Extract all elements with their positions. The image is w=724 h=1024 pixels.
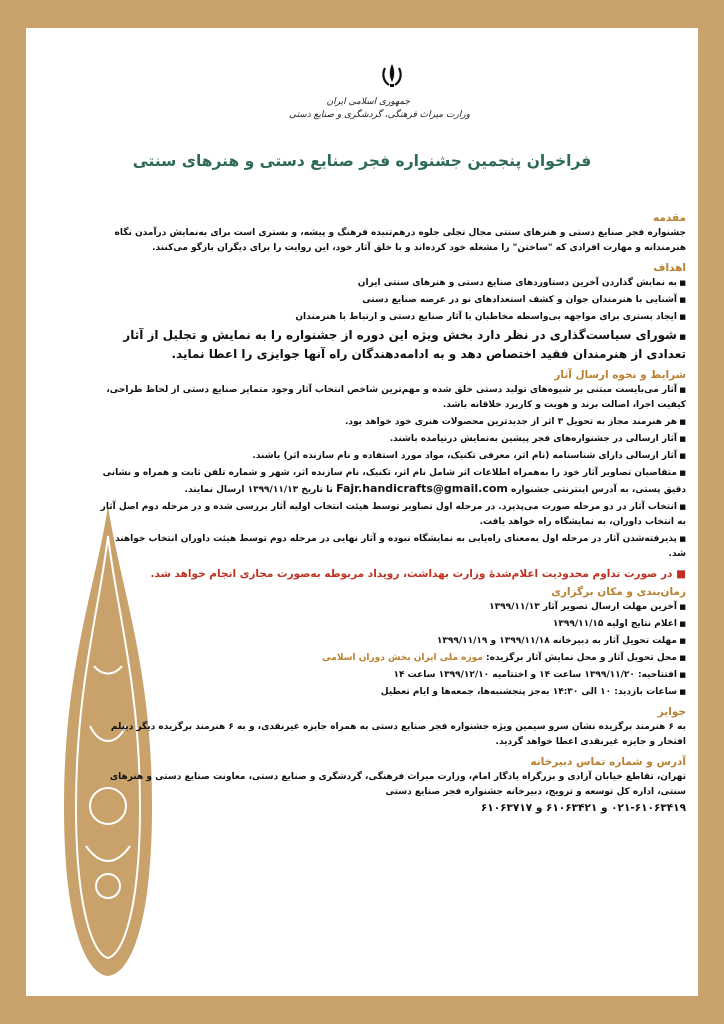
- org-line-2: وزارت میراث فرهنگی، گردشگری و صنایع دستی: [288, 110, 470, 120]
- main-content: [95, 206, 686, 816]
- prize-heading: جوایز: [657, 706, 686, 718]
- condition-item: ■ آثار ارسالی دارای شناسنامه (نام اثر، معرفی تکنیک، مواد مورد استفاده و نام سازنده اثر) باشند.: [95, 449, 686, 464]
- page-title: فراخوان پنجمین جشنواره فجر صنایع دستی و هنرهای سنتی: [132, 152, 592, 170]
- venue-value: موزه ملی ایران بخش دوران اسلامی: [322, 653, 483, 663]
- submission-instructions: [95, 466, 686, 498]
- condition-item: ■ آثار ارسالی در جشنواره‌های فجر پیشین به‌نمایش درنیامده باشند.: [95, 432, 686, 447]
- contact-address: تهران، تقاطع خیابان آزادی و بزرگراه یادگار امام، وزارت میراث فرهنگی، گردشگری و صنایع دستی، معاونت صنایع دستی و هنرهای سنتی، اداره کل توسعه و ترویج، دبیرخانه جشنواره فجر صنایع دستی: [109, 772, 686, 797]
- org-line-1: جمهوری اسلامی ایران: [326, 97, 410, 107]
- conditions-heading: شرایط و نحوه ارسال آثار: [554, 369, 686, 381]
- goal-item: ■ ایجاد بستری برای مواجهه بی‌واسطه مخاطبان با آثار صنایع دستی و ارتباط با هنرمندان: [95, 310, 686, 325]
- intro-heading: مقدمه: [653, 212, 686, 224]
- schedule-item: ■ ساعات بازدید: ۱۰ الی ۱۴:۳۰ به‌جز پنجشنبه‌ها، جمعه‌ها و ایام تعطیل: [95, 685, 686, 700]
- condition-item: ■ پذیرفته‌شدن آثار در مرحله اول به‌معنای راه‌یابی به نمایشگاه نبوده و آثار نهایی در مرحله دوم توسط هیئت داوران انتخاب خواهند شد.: [95, 532, 686, 562]
- venue-label: محل تحویل آثار و محل نمایش آثار برگزیده:: [486, 653, 677, 663]
- organization-name: [288, 96, 470, 122]
- condition-item: ■ انتخاب آثار در دو مرحله صورت می‌پذیرد. در مرحله اول تصاویر توسط هیئت انتخاب اولیه آثار بررسی شده و در مرحله دوم اصل آثار به انتخاب داوران، به نمایشگاه راه خواهد یافت.: [95, 500, 686, 530]
- festival-email-link[interactable]: Fajr.handicrafts@gmail.com: [336, 482, 508, 495]
- iran-emblem-icon: [380, 62, 404, 88]
- condition-item: ■ هر هنرمند مجاز به تحویل ۳ اثر از جدیدترین محصولات هنری خود خواهد بود.: [95, 415, 686, 430]
- contact-phones: ۰۲۱-۶۱۰۶۳۴۱۹ و ۶۱۰۶۳۴۲۱ و ۶۱۰۶۳۷۱۷: [480, 802, 686, 814]
- condition-item: ■ آثار می‌بایست مبتنی بر شیوه‌های تولید دستی خلق شده و مهم‌ترین شاخص انتخاب آثار وجود متمایز صنایع دستی از لحاظ طراحی، کیفیت اجرا، اصالت برند و هویت و کاربرد خلاقانه باشد.: [95, 383, 686, 413]
- submission-text-1: متقاضیان تصاویر آثار خود را به‌همراه اطلاعات اثر شامل نام اثر، تکنیک، نام سازنده اثر، شهر و شماره تلفن ثابت و همراه و نشانی دقیق پستی، به آدرس اینترنتی جشنواره: [102, 468, 686, 495]
- goals-heading: اهداف: [653, 262, 686, 274]
- submission-text-2: تا تاریخ ۱۳۹۹/۱۱/۱۳ ارسال نمایند.: [184, 485, 333, 495]
- goal-item: ■ به نمایش گذاردن آخرین دستاوردهای صنایع دستی و هنرهای سنتی ایران: [95, 276, 686, 291]
- schedule-item: ■ مهلت تحویل آثار به دبیرخانه ۱۳۹۹/۱۱/۱۸ و ۱۳۹۹/۱۱/۱۹: [95, 634, 686, 649]
- goal-item: ■ آشنایی با هنرمندان جوان و کشف استعدادهای نو در عرصه صنایع دستی: [95, 293, 686, 308]
- venue-item: [95, 651, 686, 666]
- schedule-item: ■ اعلام نتایج اولیه ۱۳۹۹/۱۱/۱۵: [95, 617, 686, 632]
- schedule-item: ■ افتتاحیه: ۱۳۹۹/۱۱/۲۰ ساعت ۱۴ و اختتامیه ۱۳۹۹/۱۲/۱۰ ساعت ۱۴: [95, 668, 686, 683]
- contact-heading: آدرس و شماره تماس دبیرخانه: [530, 756, 686, 768]
- notice-text-body: در صورت تداوم محدودیت اعلام‌شدهٔ وزارت بهداشت، رویداد مربوطه به‌صورت مجازی انجام خواهد شد.: [150, 568, 673, 580]
- prize-text: به ۶ هنرمند برگزیده نشان سرو سیمین ویژه جشنواره فجر صنایع دستی به همراه جایزه غیرنقدی، و به ۶ هنرمند برگزیده دیگر دیپلم افتخار و جایزه غیرنقدی اعطا خواهد گردید.: [110, 722, 686, 747]
- policy-statement: ■ شورای سیاست‌گذاری در نظر دارد بخش ویژه این دوره از جشنواره را به نمایش و تجلیل از آثار تعدادی از هنرمندان فقید اختصاص دهد و به ادامه‌دهندگان راه آنها جوایزی را اعطا نماید.: [95, 327, 686, 363]
- intro-text: جشنواره فجر صنایع دستی و هنرهای سنتی مجال تجلی جلوه درهم‌تنیده فرهنگ و پیشه، و بستری است برای به‌نمایش درآمدن نگاه هنرمندانه و مهارت افرادی که "ساختن" را مشغله خود کرده‌اند و با خلق آثار خود، این روایت را برای دیگران بازگو می‌کنند.: [114, 228, 686, 253]
- schedule-heading: زمان‌بندی و مکان برگزاری: [551, 586, 686, 598]
- schedule-item: ■ آخرین مهلت ارسال تصویر آثار ۱۳۹۹/۱۱/۱۳: [95, 600, 686, 615]
- notice-text: ■ در صورت تداوم محدودیت اعلام‌شدهٔ وزارت بهداشت، رویداد مربوطه به‌صورت مجازی انجام خواهد شد.: [150, 568, 686, 580]
